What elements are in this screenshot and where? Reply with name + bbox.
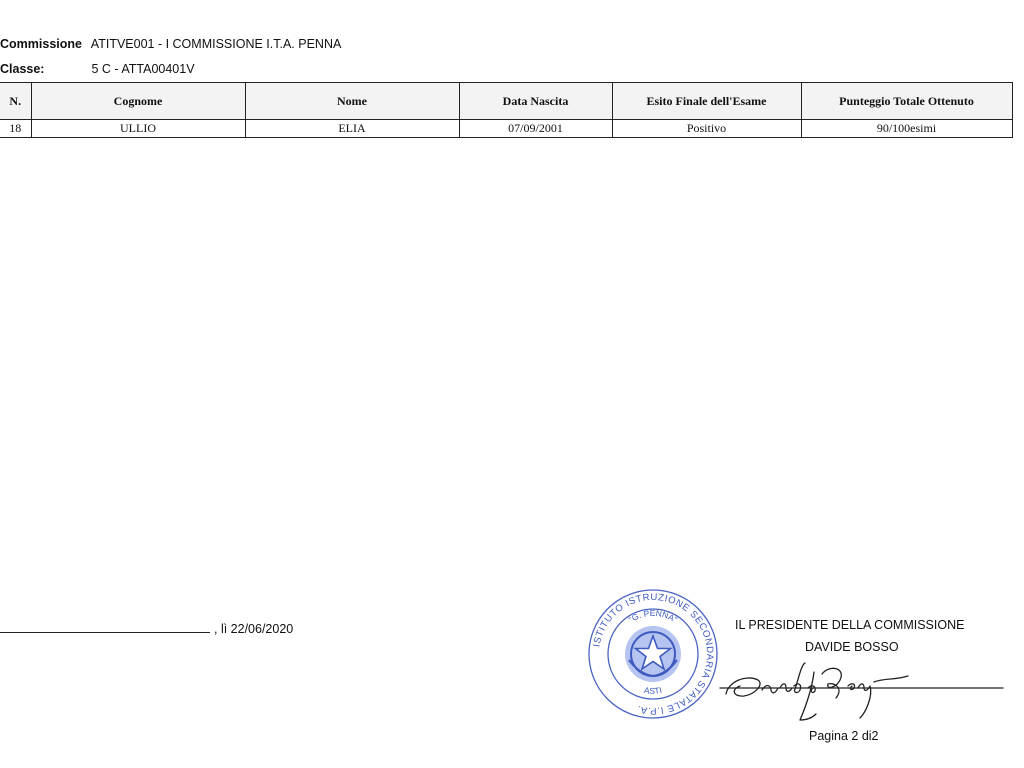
cell-nome: ELIA	[245, 120, 459, 138]
seal-inner-text: "G. PENNA"	[626, 607, 680, 625]
place-blank-line	[0, 620, 210, 633]
classe-value: 5 C - ATTA00401V	[91, 62, 195, 76]
column-header-number: N.	[0, 83, 31, 120]
cell-esito: Positivo	[612, 120, 801, 138]
school-seal	[587, 588, 719, 720]
signature-icon	[718, 660, 1008, 730]
commissione-value: ATITVE001 - I COMMISSIONE I.T.A. PENNA	[90, 37, 342, 51]
cell-number: 18	[0, 120, 31, 138]
date-text: , lì 22/06/2020	[214, 622, 294, 636]
svg-text:ASTI	[643, 685, 662, 696]
svg-text:"G. PENNA"	[627, 608, 680, 625]
cell-data-nascita: 07/09/2001	[459, 120, 612, 138]
table-row	[0, 120, 1012, 138]
cell-cognome: ULLIO	[31, 120, 245, 138]
column-header-nome: Nome	[245, 83, 459, 120]
column-header-data-nascita: Data Nascita	[459, 83, 612, 120]
seal-outer-text: ISTITUTO ISTRUZIONE SECONDARIA STATALE I.P.A.	[591, 591, 716, 717]
column-header-cognome: Cognome	[31, 83, 245, 120]
page-number: Pagina 2 di2	[809, 729, 879, 743]
commissione-row	[0, 37, 341, 51]
commissione-label: Commissione	[0, 37, 82, 51]
results-table	[0, 82, 1013, 138]
column-header-esito: Esito Finale dell'Esame	[612, 83, 801, 120]
column-header-punteggio: Punteggio Totale Ottenuto	[801, 83, 1012, 120]
president-name: DAVIDE BOSSO	[805, 640, 899, 654]
seal-bottom-text: ASTI	[643, 684, 663, 696]
table-header-row	[0, 83, 1012, 120]
classe-row	[0, 62, 195, 76]
president-title: IL PRESIDENTE DELLA COMMISSIONE	[735, 618, 965, 632]
classe-label: Classe:	[0, 62, 45, 76]
cell-punteggio: 90/100esimi	[801, 120, 1012, 138]
emblem-icon	[625, 626, 681, 682]
place-date	[0, 620, 293, 636]
